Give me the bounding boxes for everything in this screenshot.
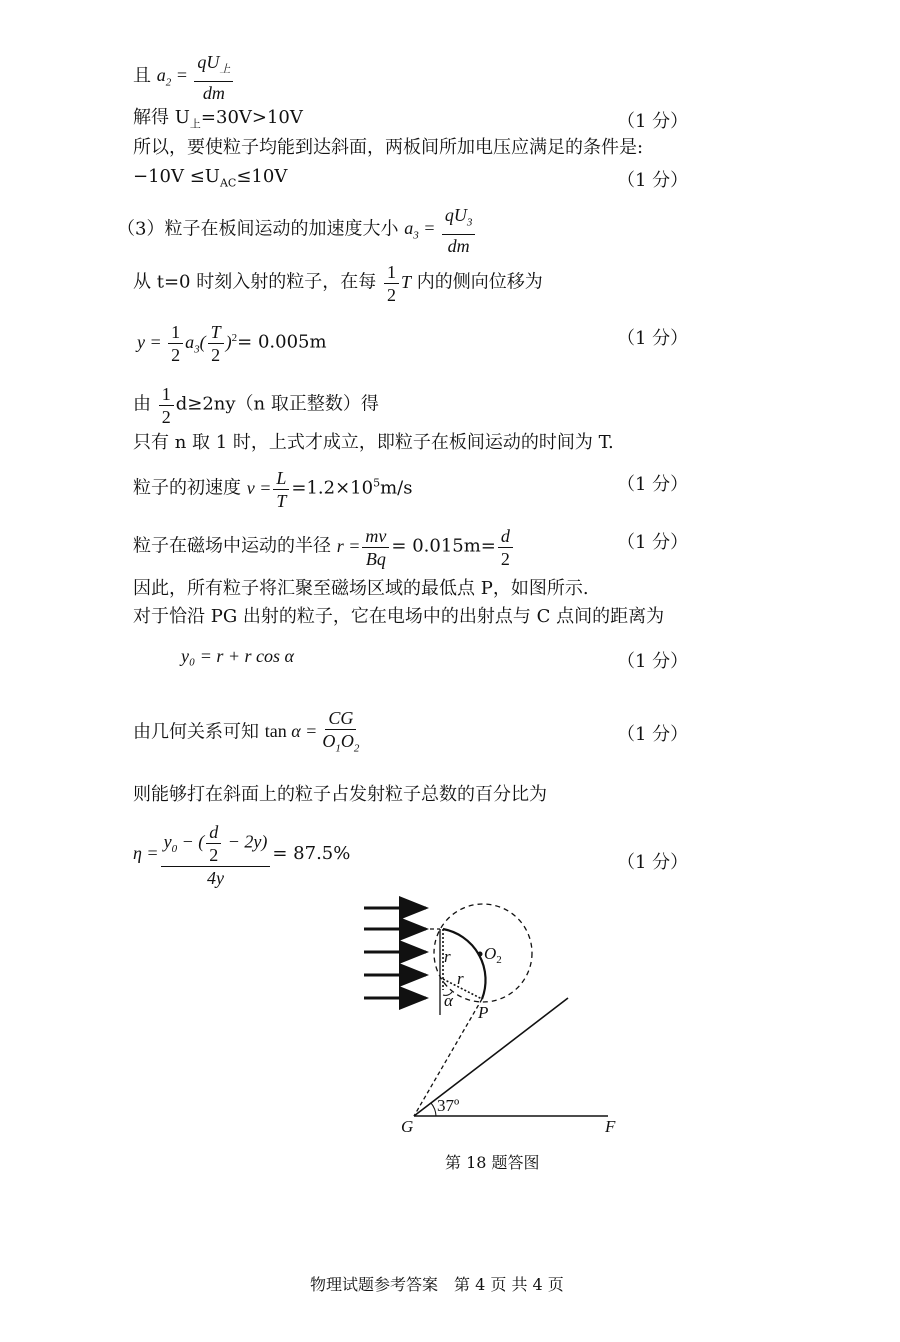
text: 由	[133, 393, 151, 415]
label-g: G	[401, 1117, 414, 1136]
text: 从 t=0 时刻入射的粒子，在每	[133, 271, 377, 293]
line-eta	[133, 822, 350, 888]
line-y-value	[137, 322, 327, 365]
points: （1 分）	[617, 474, 689, 495]
label-f: F	[605, 1117, 616, 1136]
points: （1 分）	[617, 111, 689, 132]
formula-v: v = $\frac{L}{T}$	[247, 478, 292, 498]
formula-a3: $a_3$ = $\frac{qU_3}{dm}$	[404, 218, 477, 238]
o2-point	[478, 952, 483, 957]
text: = 87.5%	[272, 843, 351, 865]
points: （1 分）	[617, 852, 689, 873]
label-r1: r	[444, 947, 451, 966]
formula-a2: $a_2$ = $\frac{qU_上}{dm}$	[157, 65, 236, 85]
points: （1 分）	[617, 532, 689, 553]
text: ≤10V	[236, 166, 288, 187]
text: 粒子在磁场中运动的半径	[133, 535, 331, 557]
line-pg-particle: 对于恰沿 PG 出射的粒子，它在电场中的出射点与 C 点间的距离为	[133, 606, 665, 627]
figure-caption: 第 18 题答图	[445, 1153, 540, 1172]
points: （1 分）	[617, 651, 689, 672]
points: （1 分）	[617, 170, 689, 191]
line-n-equals-1: 只有 n 取 1 时，上式才成立，即粒子在板间运动的时间为 T.	[133, 432, 614, 453]
sub: 上	[189, 117, 201, 131]
label-o2: $O_2$	[484, 944, 502, 966]
text: 且	[133, 65, 151, 87]
text: = 0.005m	[237, 331, 327, 353]
points: （1 分）	[617, 328, 689, 349]
page-footer: 物理试题参考答案 第 4 页 共 4 页	[310, 1275, 564, 1294]
text: =30V>10V	[200, 107, 303, 128]
label-r2: r	[457, 969, 464, 988]
incident-arrows	[364, 908, 426, 998]
formula-eta: η = $y_0$ − ( $\frac{d}{2}$ − 2y) 4y	[133, 843, 272, 863]
formula-half-t: $\frac{1}{2}$ T	[382, 272, 411, 292]
label-angle: 37º	[437, 1096, 460, 1115]
text: 解得 U	[133, 107, 190, 128]
text: d≥2ny（n 取正整数）得	[175, 393, 379, 415]
line-part3-acceleration	[117, 205, 477, 256]
line-tan-alpha	[133, 708, 364, 759]
line-y0: y₀ = r + r cos α	[181, 646, 294, 666]
text: =1.2×10	[291, 477, 374, 499]
formula-half: $\frac{1}{2}$	[157, 394, 176, 414]
line-a2	[133, 52, 235, 103]
text: m/s	[380, 477, 413, 499]
line-percentage-intro: 则能够打在斜面上的粒子占发射粒子总数的百分比为	[133, 784, 547, 805]
angle-arc	[431, 1103, 436, 1116]
line-converge-p: 因此，所有粒子将汇聚至磁场区域的最低点 P，如图所示.	[133, 578, 589, 599]
text: = 0.015m=	[391, 535, 496, 557]
formula-r: r = $\frac{mv}{Bq}$	[337, 536, 392, 556]
line-condition: 所以，要使粒子均能到达斜面，两板间所加电压应满足的条件是:	[133, 137, 644, 158]
text: 内的侧向位移为	[416, 271, 543, 293]
formula-y: y = $\frac{1}{2}$ $a_3$( $\frac{T}{2}$ )$^2$	[137, 322, 238, 365]
sup: 5	[373, 476, 381, 490]
text: （3）粒子在板间运动的加速度大小	[117, 218, 399, 240]
label-p: P	[478, 1003, 489, 1022]
text: −10V ≤U	[133, 166, 220, 187]
line-initial-velocity	[133, 468, 412, 511]
sub: AC	[219, 176, 237, 190]
figure-18	[330, 880, 650, 1140]
line-n-condition	[133, 384, 379, 427]
label-alpha: α	[444, 991, 453, 1010]
line-voltage-range	[133, 166, 287, 195]
formula-d-half: $\frac{d}{2}$	[496, 536, 515, 556]
line-lateral-displacement	[133, 262, 543, 305]
text: 由几何关系可知	[133, 721, 259, 743]
text: 粒子的初速度	[133, 477, 241, 499]
line-radius	[133, 526, 515, 569]
points: （1 分）	[617, 724, 689, 745]
line-solve-u	[133, 107, 303, 136]
formula-tan: tan α = $\frac{CG}{O_1O_2}$	[264, 708, 360, 755]
